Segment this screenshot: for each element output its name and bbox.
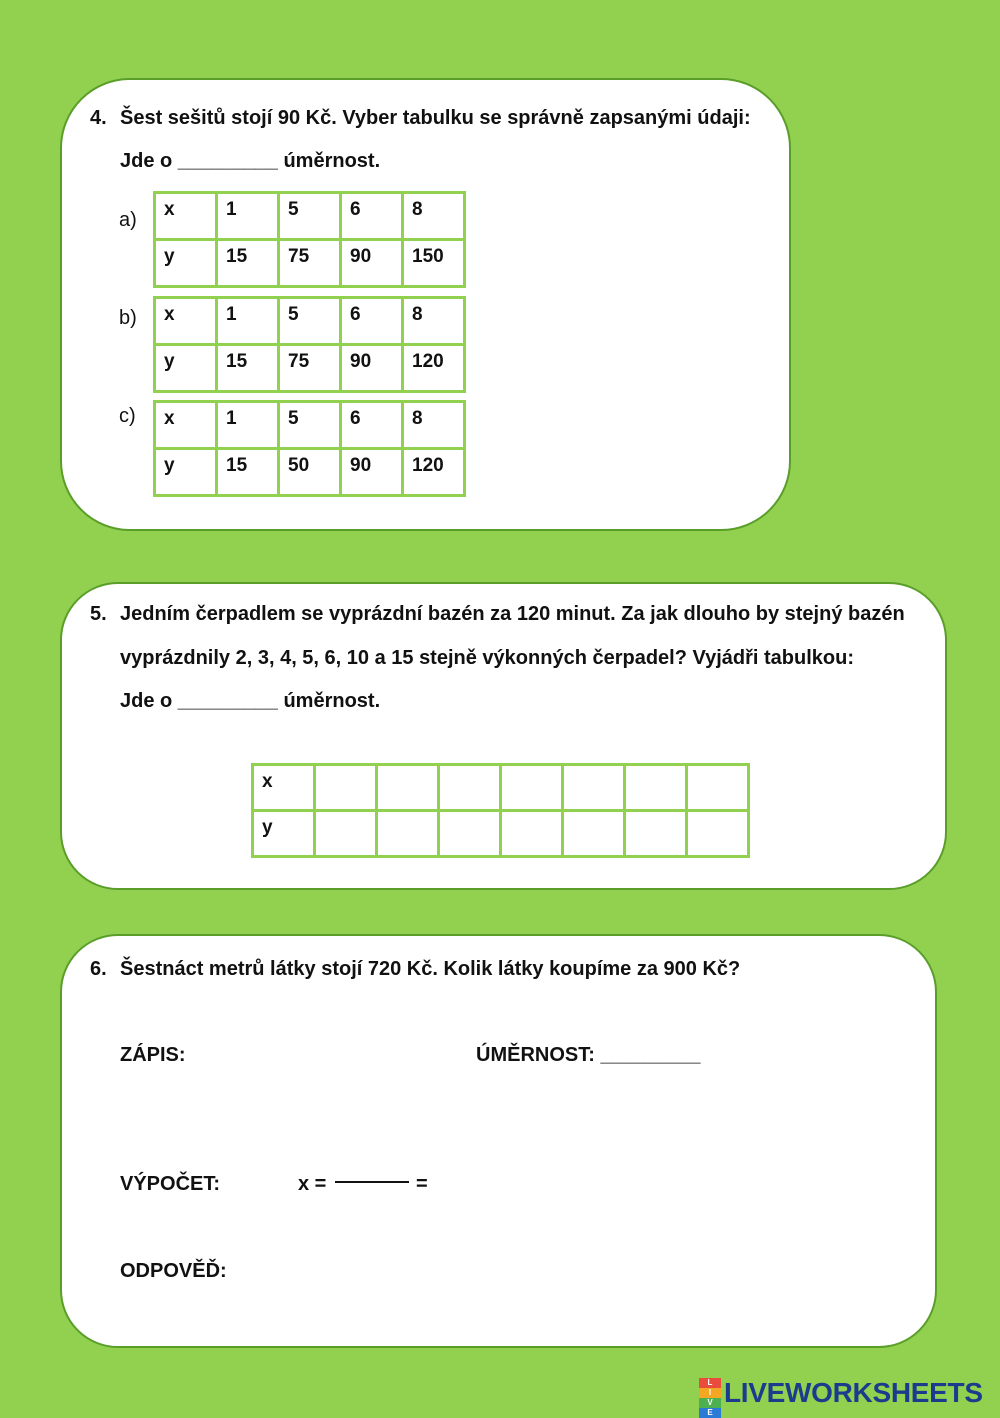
- table-cell: 15: [217, 449, 279, 496]
- equals-sign: =: [416, 1173, 428, 1195]
- table-cell: 8: [403, 402, 465, 449]
- question-4-text: Šest sešitů stojí 90 Kč. Vyber tabulku se správně zapsanými údaji:: [120, 107, 751, 129]
- table-cell: 1: [217, 298, 279, 345]
- table-row: [155, 240, 465, 287]
- table-cell: 1: [217, 402, 279, 449]
- table-cell: x: [155, 402, 217, 449]
- question-6-text: Šestnáct metrů látky stojí 720 Kč. Kolik látky koupíme za 900 Kč?: [120, 958, 741, 980]
- odpoved-label: ODPOVĚĎ:: [120, 1260, 227, 1282]
- option-b-table[interactable]: [153, 296, 466, 393]
- liveworksheets-logo-icon: [699, 1378, 721, 1417]
- table-cell: 6: [341, 193, 403, 240]
- table-cell: x: [253, 765, 315, 811]
- table-cell: x: [155, 193, 217, 240]
- answer-cell[interactable]: [687, 765, 749, 811]
- fraction-line: [335, 1181, 409, 1183]
- liveworksheets-logo-text: LIVEWORKSHEETS: [724, 1377, 983, 1408]
- table-cell: 120: [403, 345, 465, 392]
- zapis-label: ZÁPIS:: [120, 1044, 186, 1066]
- table-row: [155, 298, 465, 345]
- option-b-label[interactable]: b): [119, 307, 137, 329]
- table-cell: 75: [279, 240, 341, 287]
- logo-letter: L: [699, 1378, 721, 1388]
- answer-cell[interactable]: [315, 765, 377, 811]
- answer-cell[interactable]: [377, 765, 439, 811]
- question-5-text-line-1: Jedním čerpadlem se vyprázdní bazén za 120 minut. Za jak dlouho by stejný bazén: [120, 603, 905, 625]
- question-5-fill-sentence: Jde o _________ úměrnost.: [120, 690, 381, 712]
- table-cell: 150: [403, 240, 465, 287]
- answer-cell[interactable]: [687, 811, 749, 857]
- answer-cell[interactable]: [625, 811, 687, 857]
- table-cell: 1: [217, 193, 279, 240]
- table-cell: y: [155, 345, 217, 392]
- answer-cell[interactable]: [501, 765, 563, 811]
- liveworksheets-logo: [699, 1376, 983, 1417]
- answer-cell[interactable]: [315, 811, 377, 857]
- x-equals-label: x =: [298, 1173, 327, 1195]
- question-5-number: 5.: [90, 603, 107, 625]
- answer-cell[interactable]: [439, 811, 501, 857]
- table-row: [253, 811, 749, 857]
- table-row: [155, 345, 465, 392]
- table-row: [155, 402, 465, 449]
- vypocet-label: VÝPOČET:: [120, 1173, 221, 1195]
- table-cell: 6: [341, 298, 403, 345]
- table-cell: x: [155, 298, 217, 345]
- logo-letter: I: [699, 1388, 721, 1398]
- table-cell: 50: [279, 449, 341, 496]
- table-cell: 6: [341, 402, 403, 449]
- question-6-card: [60, 934, 937, 1348]
- table-cell: 75: [279, 345, 341, 392]
- logo-letter: E: [699, 1408, 721, 1418]
- table-row: [155, 449, 465, 496]
- answer-cell[interactable]: [501, 811, 563, 857]
- table-cell: 5: [279, 193, 341, 240]
- option-c-label[interactable]: c): [119, 405, 136, 427]
- table-cell: 8: [403, 298, 465, 345]
- table-row: [155, 193, 465, 240]
- question-6-number: 6.: [90, 958, 107, 980]
- answer-cell[interactable]: [563, 765, 625, 811]
- table-cell: 5: [279, 402, 341, 449]
- option-c-table[interactable]: [153, 400, 466, 497]
- option-a-table[interactable]: [153, 191, 466, 288]
- table-cell: y: [253, 811, 315, 857]
- table-cell: 120: [403, 449, 465, 496]
- table-cell: 90: [341, 240, 403, 287]
- table-cell: 90: [341, 345, 403, 392]
- answer-cell[interactable]: [625, 765, 687, 811]
- table-cell: y: [155, 240, 217, 287]
- question-5-text-line-2: vyprázdnily 2, 3, 4, 5, 6, 10 a 15 stejně výkonných čerpadel? Vyjádři tabulkou:: [120, 647, 855, 669]
- question-5-answer-table[interactable]: [251, 763, 750, 858]
- option-a-label[interactable]: a): [119, 209, 137, 231]
- table-cell: 90: [341, 449, 403, 496]
- table-cell: 8: [403, 193, 465, 240]
- table-cell: 15: [217, 240, 279, 287]
- question-4-number: 4.: [90, 107, 107, 129]
- answer-cell[interactable]: [563, 811, 625, 857]
- question-4-fill-sentence: Jde o _________ úměrnost.: [120, 150, 381, 172]
- table-row: [253, 765, 749, 811]
- answer-cell[interactable]: [377, 811, 439, 857]
- table-cell: y: [155, 449, 217, 496]
- umernost-label: ÚMĚRNOST: _________: [476, 1044, 701, 1066]
- table-cell: 15: [217, 345, 279, 392]
- table-cell: 5: [279, 298, 341, 345]
- logo-letter: V: [699, 1398, 721, 1408]
- answer-cell[interactable]: [439, 765, 501, 811]
